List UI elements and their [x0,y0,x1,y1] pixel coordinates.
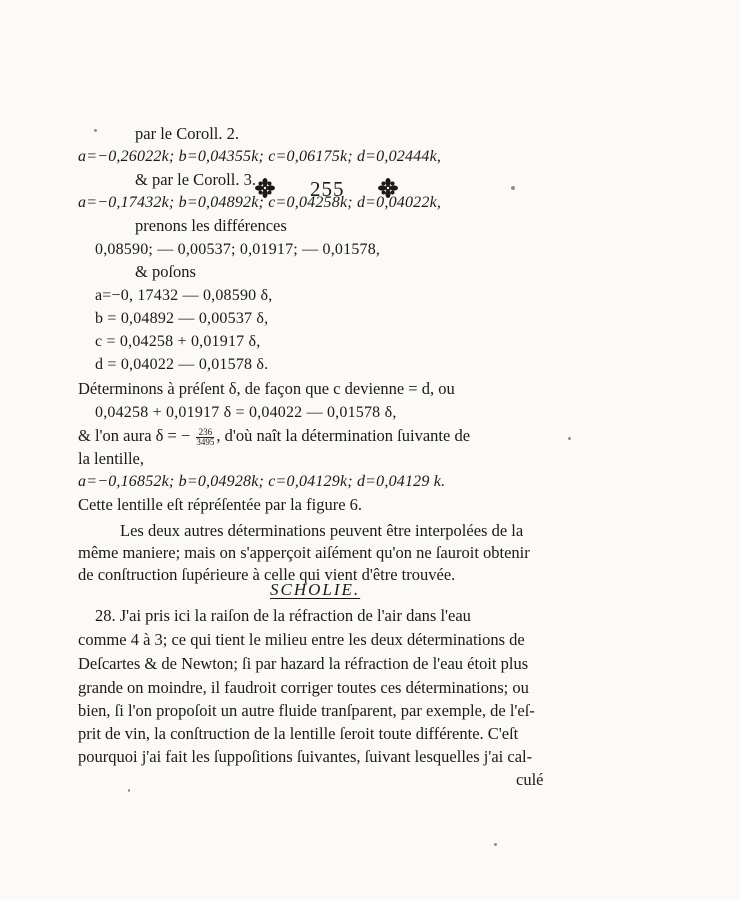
text-line: par le Coroll. 2. [135,124,240,143]
text-line-with-fraction: & l'on aura δ = − $\frac{236}{3495}$ , d'où naît la détermination ſuivante de [78,426,471,447]
text-line: Deſcartes & de Newton; ſi par hazard la réfraction de l'eau étoit plus [78,654,529,673]
ink-speck [511,186,515,190]
text-line: 28. J'ai pris ici la raiſon de la réfraction de l'air dans l'eau [95,606,471,625]
ink-speck [128,789,130,792]
equation-line: c = 0,04258 + 0,01917 δ, [95,333,261,350]
equation-line: a=−0,26022k; b=0,04355k; c=0,06175k; d=0,02444k, [78,148,442,165]
text-line: Les deux autres déterminations peuvent être interpolées de la [120,521,524,540]
fraction [196,428,214,447]
text-line: Cette lentille eſt répréſentée par la figure 6. [78,495,363,514]
text-line: & par le Coroll. 3. [135,170,256,189]
equation-line: a=−0, 17432 — 0,08590 δ, [95,287,273,304]
text-line: même maniere; mais on s'apperçoit aiſément qu'on ne ſauroit obtenir [78,543,530,562]
page-number: 255 [310,177,345,201]
text-line: bien, ſi l'on propoſoit un autre fluide tranſparent, par exemple, de l'eſ- [78,701,535,720]
catchword: culé [516,770,544,789]
ink-speck [94,129,97,132]
text-line: Déterminons à préſent δ, de façon que c devienne = d, ou [78,379,455,398]
fraction-numerator: 236 [196,428,214,438]
fraction-denominator: 3495 [196,436,215,447]
text-line: pourquoi j'ai fait les ſuppoſitions ſuivantes, ſuivant lesquelles j'ai cal- [78,747,533,766]
ink-speck [568,437,571,440]
text-line: de conſtruction ſupérieure à celle qui vient d'être trouvée. [78,565,456,584]
equation-line: b = 0,04892 — 0,00537 δ, [95,310,269,327]
text-segment: & l'on aura δ = − [78,426,191,445]
text-line: la lentille, [78,449,144,468]
text-line: prenons les différences [135,216,287,235]
text-line: grande on moindre, il faudroit corriger toutes ces déterminations; ou [78,678,529,697]
equation-line: a=−0,16852k; b=0,04928k; c=0,04129k; d=0,04129 k. [78,473,446,490]
equation-line: 0,08590; — 0,00537; 0,01917; — 0,01578, [95,241,381,258]
equation-line: d = 0,04022 — 0,01578 δ. [95,356,269,373]
ink-speck [494,843,497,846]
text-line: comme 4 à 3; ce qui tient le milieu entre les deux déterminations de [78,630,525,649]
text-segment: d'où naît la détermination ſuivante de [224,426,471,445]
text-line: & poſons [135,262,196,281]
section-heading: SCHOLIE. [270,580,361,599]
equation-line: 0,04258 + 0,01917 δ = 0,04022 — 0,01578 δ, [95,404,397,421]
text-line: prit de vin, la conſtruction de la lentille ſeroit toute différente. C'eſt [78,724,519,743]
equation-line: a=−0,17432k; b=0,04892k; c=0,04258k; d=0,04022k, [78,194,442,211]
